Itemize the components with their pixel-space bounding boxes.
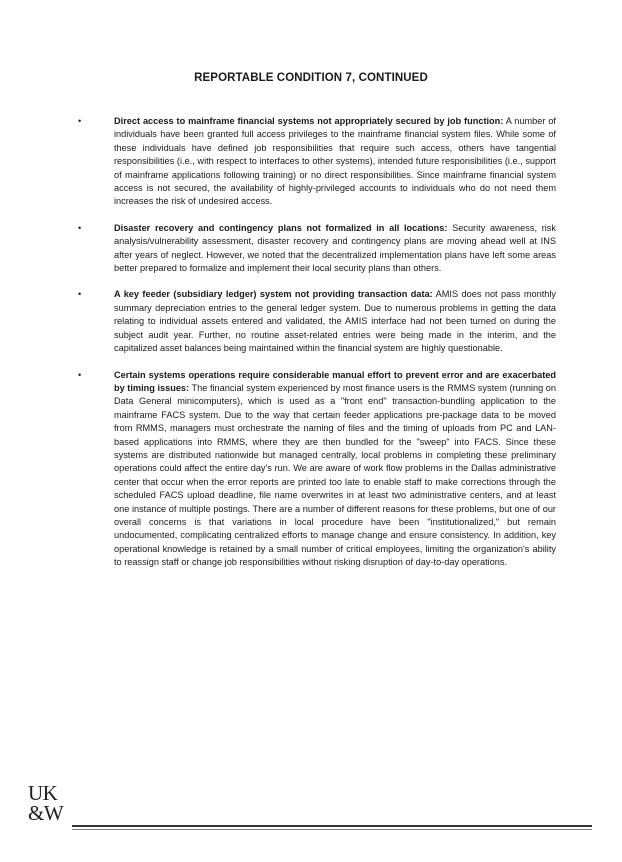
bullet-icon: • [78, 369, 82, 380]
item-body: Security awareness, risk analysis/vulnerability assessment, disaster recovery and contingency plans are moving ahead well at INS after years of neglect. However, we noted that the decentralized implementation plans have left some areas better prepared to formalize and implement their local security plans than others. [114, 222, 556, 274]
item-body: The financial system experienced by most finance users is the RMMS system (running on Data General minicomputers), which is used as a "front end" transaction-bundling application to the mainframe FACS system. Due to the way that certain feeder applications pre-package data to be moved from RMMS, managers must orchestrate the naming of files and the timing of uploads from PC and LAN-based applications into RMMS, where they are then bundled for the "sweep" into FACS. Since these systems are distributed nationwide but managed centrally, local problems in completing these preliminary operations could affect the entire day's run. We are aware of work flow problems in the Dallas administrative center that occur when the error reports are printed too late to enable staff to make corrections through the scheduled FACS upload deadline, file name overwrites in at least two administrative centers, and at least one instance of multiple postings. There are a number of different reasons for these problems, but one of our overall concerns is that variations in local procedure have been "institutionalized," but remain undocumented, complicating centralized efforts to manage change and ensure consistency. In addition, key operational knowledge is retained by a small number of critical employees, limiting the organization's ability to reassign staff or change job responsibilities without risking disruption of day-to-day operations. [114, 382, 556, 568]
list-item [78, 369, 556, 570]
bullet-list [78, 115, 556, 583]
footer-divider-thin [72, 829, 592, 830]
item-heading: A key feeder (subsidiary ledger) system not providing transaction data: [114, 289, 433, 300]
item-body: AMIS does not pass monthly summary depreciation entries to the general ledger system. Due to numerous problems in getting the data relating to individual assets entered and validated, the AMIS interface had not been turned on during the subject audit year. Further, no routine asset-related entries were being made in the interim, and the capitalized asset balances being maintained within the financial system are highly questionable. [114, 289, 556, 354]
item-heading: Disaster recovery and contingency plans not formalized in all locations: [114, 222, 448, 233]
item-body: A number of individuals have been granted full access privileges to the mainframe financial system files. While some of these individuals have defined job responsibilities that require such access, others have tangential responsibilities (i.e., with respect to interfaces to other systems), intended future responsibilities (i.e., support of mainframe applications following training) or no direct responsibilities. Since mainframe financial system access is not secured, the availability of highly-privileged accounts to individuals who do not need them increases the risk of undesired access. [114, 116, 556, 207]
bullet-icon: • [78, 289, 82, 300]
list-item [78, 115, 556, 209]
footer-divider [72, 825, 592, 827]
page-title: REPORTABLE CONDITION 7, CONTINUED [194, 72, 428, 84]
bullet-icon: • [78, 222, 82, 233]
firm-logo [28, 783, 72, 823]
bullet-icon: • [78, 116, 82, 126]
logo-line-1: UK [28, 781, 58, 805]
logo-line-2: &W [28, 801, 64, 825]
item-heading: Certain systems operations require considerable manual effort to prevent error and are exacerbated by timing issues: [114, 369, 556, 393]
list-item [78, 222, 556, 276]
list-item [78, 288, 556, 355]
item-heading: Direct access to mainframe financial systems not appropriately secured by job function: [114, 116, 504, 126]
